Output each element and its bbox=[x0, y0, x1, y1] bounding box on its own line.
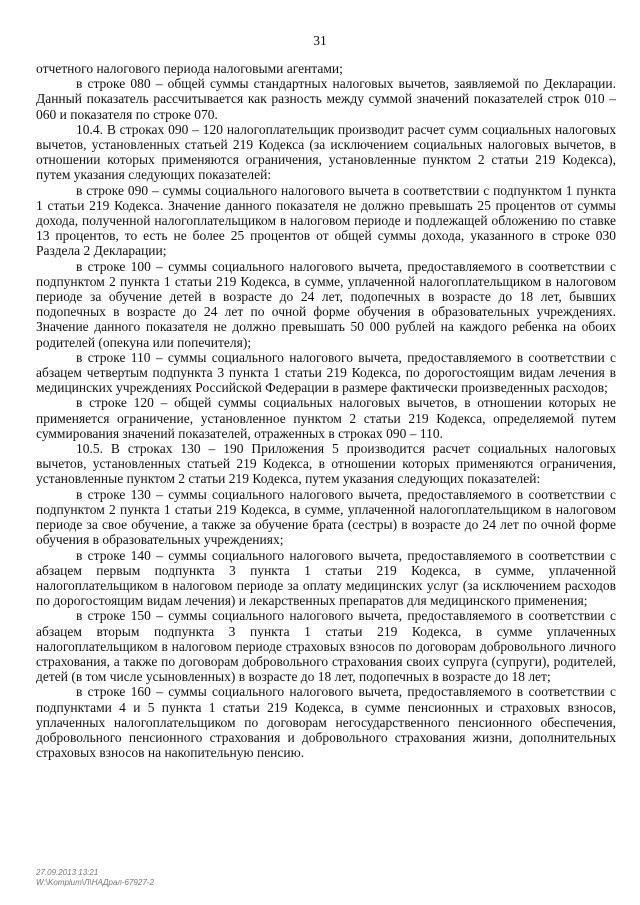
page-number: 31 bbox=[313, 33, 327, 48]
paragraph-1: отчетного налогового периода налоговыми агентами; bbox=[36, 61, 343, 76]
paragraph-5: в строке 100 – суммы социального налогового вычета, предоставляемого в соответствии с подпунктом 2 пункта 1 статьи 219 Кодекса, в сумме, уплаченной налогоплательщиком в налоговом периоде за обучение детей в возрасте до 24 лет, подопечных в возрасте до 18 лет, бывших подопечных в возрасте до 24 лет по очной форме обучения в образовательных учреждениях. Значение данного показателя не должно превышать 50 000 рублей на каждого ребенка на обоих родителей (опекуна или попечителя); bbox=[36, 258, 616, 350]
footer-timestamp: 27.09.2013 13:21 bbox=[36, 868, 99, 877]
paragraph-3: 10.4. В строках 090 – 120 налогоплательщик производит расчет сумм социальных налоговых вычетов, установленных статьей 219 Кодекса (за исключением социальных налоговых вычетов, в отношении которых применяются ограничения, установленные пунктом 2 статьи 219 Кодекса), путем указания следующих показателей: bbox=[36, 121, 616, 183]
document-body bbox=[36, 61, 616, 760]
paragraph-9: в строке 130 – суммы социального налогового вычета, предоставляемого в соответствии с подпунктом 2 пункта 1 статьи 219 Кодекса, в сумме, уплаченной налогоплательщиком в налоговом периоде за свое обучение, а также за обучение брата (сестры) в возрасте до 24 лет по очной форме обучения в образовательных учреждениях; bbox=[36, 486, 616, 548]
paragraph-6: в строке 110 – суммы социального налогового вычета, предоставляемого в соответствии с абзацем четвертым подпункта 3 пункта 1 статьи 219 Кодекса, по дорогостоящим видам лечения в медицинских учреждениях Российской Федерации в размере фактически произведенных расходов; bbox=[36, 349, 616, 396]
paragraph-2: в строке 080 – общей суммы стандартных налоговых вычетов, заявляемой по Декларации. Данный показатель рассчитывается как разность между суммой значений показателей строк 010 – 060 и показателя по строке 070. bbox=[36, 76, 616, 122]
file-stamp-footer bbox=[36, 868, 154, 888]
paragraph-10: в строке 140 – суммы социального налогового вычета, предоставляемого в соответствии с абзацем первым подпункта 3 пункта 1 статьи 219 Кодекса, в сумме, уплаченной налогоплательщиком в налоговом периоде за оплату медицинских услуг (за исключением расходов по дорогостоящим видам лечения) и лекарственных препаратов для медицинского применения; bbox=[36, 547, 616, 609]
paragraph-12: в строке 160 – суммы социального налогового вычета, предоставляемого в соответствии с подпунктами 4 и 5 пункта 1 статьи 219 Кодекса, в сумме пенсионных и страховых взносов, уплаченных налогоплательщиком по договорам негосударственного пенсионного обеспечения, добровольного пенсионного страхования и добровольного страхования жизни, дополнительных страховых взносов на накопительную пенсию. bbox=[36, 684, 616, 761]
paragraph-11: в строке 150 – суммы социального налогового вычета, предоставляемого в соответствии с абзацем вторым подпункта 3 пункта 1 статьи 219 Кодекса, в сумме уплаченных налогоплательщиком в налоговом периоде страховых взносов по договорам добровольного личного страхования, а также по договорам добровольного страхования своих супруга (супруги), родителей, детей (в том числе усыновленных) в возрасте до 18 лет, подопечных в возрасте до 18 лет; bbox=[36, 608, 616, 685]
paragraph-7: в строке 120 – общей суммы социальных налоговых вычетов, в отношении которых не применяется ограничение, установленное пунктом 2 статьи 219 Кодекса, определяемой путем суммирования значений показателей, отраженных в строках 090 – 110. bbox=[36, 395, 616, 441]
footer-file-path: W:\Komplum\Л\НАДрал-67927-2 bbox=[36, 878, 154, 887]
paragraph-8: 10.5. В строках 130 – 190 Приложения 5 производится расчет социальных налоговых вычетов, установленных статьей 219 Кодекса, в отношении которых применяются ограничения, установленные пунктом 2 статьи 219 Кодекса, путем указания следующих показателей: bbox=[36, 441, 616, 487]
paragraph-4: в строке 090 – суммы социального налогового вычета в соответствии с подпунктом 1 пункта 1 статьи 219 Кодекса. Значение данного показателя не должно превышать 25 процентов от суммы дохода, полученной налогоплательщиком в налоговом периоде и подлежащей обложению по ставке 13 процентов, то есть не более 25 процентов от общей суммы дохода, указанного в строке 030 Раздела 2 Декларации; bbox=[36, 182, 616, 259]
